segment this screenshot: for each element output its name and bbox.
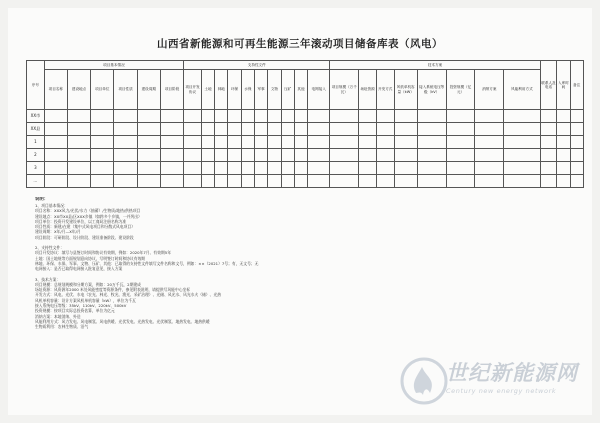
notes-line: 建设周期：X年/月—X年/月	[35, 229, 81, 235]
table-cell	[359, 123, 377, 136]
col-site-header: 场址资源	[359, 70, 377, 110]
row-label: …	[27, 175, 45, 188]
notes-line: 1、项目基本情况：	[35, 203, 68, 208]
table-cell	[308, 136, 330, 149]
table-cell	[114, 136, 137, 149]
table-cell	[417, 123, 446, 136]
notes-line: 建设地点：XX市XX县/区XXX乡镇（如跨多个乡镇，一并列出）	[35, 213, 142, 219]
table-cell	[215, 149, 228, 162]
table-cell	[268, 123, 281, 136]
table-cell	[137, 162, 160, 175]
seq-header: 序号	[27, 61, 45, 110]
table-cell	[475, 175, 504, 188]
notes-line: 风机单机容量：设计方案风机单机容量（kW），单位为千瓦	[35, 297, 136, 303]
table-cell	[570, 162, 583, 175]
table-cell	[254, 162, 267, 175]
table-cell	[294, 123, 307, 136]
table-cell	[241, 175, 254, 188]
table-cell	[557, 175, 570, 188]
col-name-header: 项目名称	[44, 70, 67, 110]
table-cell	[475, 149, 504, 162]
table-cell	[504, 123, 541, 136]
table-cell	[504, 175, 541, 188]
row-label: XX市	[27, 110, 45, 123]
table-cell	[67, 136, 90, 149]
watermark-en: Century new energy network	[446, 387, 557, 395]
table-cell	[540, 162, 557, 175]
table-cell	[137, 149, 160, 162]
table-cell	[215, 175, 228, 188]
table-cell	[215, 162, 228, 175]
col-contact-header: 联系人及电话	[540, 61, 557, 110]
table-cell	[201, 162, 214, 175]
table-cell	[281, 149, 294, 162]
group-basic-header: 项目基本情况	[44, 61, 183, 70]
col-storage-header: 风能利用方式	[504, 70, 541, 110]
table-cell	[446, 123, 475, 136]
table-cell	[228, 162, 241, 175]
table-cell	[281, 110, 294, 123]
table-cell	[184, 162, 202, 175]
table-cell	[394, 162, 417, 175]
table-cell	[281, 136, 294, 149]
table-cell	[330, 136, 359, 149]
table-cell	[241, 136, 254, 149]
table-cell	[570, 175, 583, 188]
table-cell	[557, 123, 570, 136]
table-cell	[44, 123, 67, 136]
group-support-header: 支持性文件	[184, 61, 330, 70]
table-cell	[330, 175, 359, 188]
table-cell	[215, 123, 228, 136]
row-label: 3	[27, 162, 45, 175]
notes-line: 开发方式：风电、光伏、水电（农光、林光、牧光、渔光、采矿治理）、光储、风光水、风光水火（储）、光热	[35, 292, 222, 298]
col-unit-header: 项目单位	[91, 70, 114, 110]
table-row	[27, 175, 584, 188]
table-cell	[359, 149, 377, 162]
table-cell	[308, 149, 330, 162]
table-cell	[44, 175, 67, 188]
table-cell	[215, 136, 228, 149]
table-cell	[201, 149, 214, 162]
table-cell	[241, 110, 254, 123]
table-cell	[330, 123, 359, 136]
table-cell	[504, 162, 541, 175]
col-location-header: 建设地点	[67, 70, 90, 110]
table-cell	[417, 162, 446, 175]
col-env-header: 环保	[228, 70, 241, 110]
table-cell	[294, 110, 307, 123]
project-table	[26, 60, 584, 188]
table-cell	[254, 123, 267, 136]
table-cell	[91, 110, 114, 123]
notes-line: 项目开发协议：填写与县签订时间和协议有效期，例如：2020年7月、有效期5年	[35, 250, 171, 256]
table-cell	[540, 136, 557, 149]
table-cell	[557, 149, 570, 162]
table-cell	[570, 110, 583, 123]
notes-line: 项目性质：新建/在建（集中式风电项目和分散式风电项目）	[35, 224, 135, 230]
table-cell	[184, 136, 202, 149]
table-cell	[308, 175, 330, 188]
table-cell	[294, 149, 307, 162]
table-cell	[376, 123, 394, 136]
col-water-header: 水保	[241, 70, 254, 110]
table-cell	[137, 136, 160, 149]
table-cell	[184, 175, 202, 188]
table-cell	[394, 123, 417, 136]
notes-line: 3、技术方案：	[35, 276, 61, 282]
table-row	[27, 136, 584, 149]
col-nature-header: 项目性质	[114, 70, 137, 110]
group-tech-header: 技术方案	[330, 61, 540, 70]
table-cell	[294, 136, 307, 149]
col-scale-header: 项目规模（万千瓦）	[330, 70, 359, 110]
table-cell	[160, 175, 183, 188]
table-cell	[540, 149, 557, 162]
notes-lines	[35, 203, 575, 330]
table-cell	[281, 175, 294, 188]
col-stage-header: 项目阶段	[160, 70, 183, 110]
col-forest-header: 林地	[215, 70, 228, 110]
table-row	[27, 162, 584, 175]
table-cell	[137, 123, 160, 136]
table-cell	[504, 136, 541, 149]
table-cell	[570, 149, 583, 162]
table-cell	[417, 175, 446, 188]
table-cell	[294, 162, 307, 175]
table-cell	[294, 175, 307, 188]
table-cell	[268, 162, 281, 175]
table-cell	[359, 162, 377, 175]
notes-section	[35, 197, 575, 330]
table-cell	[268, 110, 281, 123]
table-cell	[91, 136, 114, 149]
table-cell	[570, 123, 583, 136]
table-cell	[504, 110, 541, 123]
table-cell	[417, 149, 446, 162]
table-cell	[160, 136, 183, 149]
table-cell	[268, 175, 281, 188]
table-cell	[44, 136, 67, 149]
col-invest-header: 投资规模（亿元）	[446, 70, 475, 110]
table-cell	[228, 149, 241, 162]
table-cell	[330, 110, 359, 123]
table-cell	[446, 175, 475, 188]
table-cell	[557, 110, 570, 123]
col-cultural-header: 文物	[268, 70, 281, 110]
table-cell	[114, 149, 137, 162]
table-cell	[160, 110, 183, 123]
table-cell	[44, 149, 67, 162]
col-voltage-header: 接入系统电压等级（kV）	[417, 70, 446, 110]
table-cell	[446, 149, 475, 162]
table-cell	[504, 149, 541, 162]
table-cell	[228, 175, 241, 188]
table-cell	[67, 175, 90, 188]
table-cell	[201, 110, 214, 123]
table-cell	[184, 110, 202, 123]
table-cell	[67, 149, 90, 162]
table-cell	[241, 123, 254, 136]
table-cell	[446, 136, 475, 149]
table-cell	[475, 123, 504, 136]
table-cell	[44, 162, 67, 175]
notes-line: 生物质利用：农林生物质、沼气	[35, 324, 89, 330]
table-cell	[376, 149, 394, 162]
table-cell	[308, 110, 330, 123]
table-cell	[540, 110, 557, 123]
table-cell	[308, 123, 330, 136]
table-cell	[91, 149, 114, 162]
table-cell	[359, 110, 377, 123]
table-cell	[114, 110, 137, 123]
table-cell	[160, 149, 183, 162]
table-cell	[114, 175, 137, 188]
table-cell	[160, 123, 183, 136]
table-body	[27, 110, 584, 188]
table-cell	[359, 136, 377, 149]
notes-line: 风能利用方式：风力发电、风电制氢、风电供暖、光伏发电、光热发电、光伏制氢、地热发电、地热供暖	[35, 318, 210, 324]
notes-line: 消纳方案：本地消纳、外送	[35, 313, 81, 319]
table-cell	[201, 136, 214, 149]
table-cell	[376, 162, 394, 175]
col-dev-header: 项目开发协议	[184, 70, 202, 110]
table-cell	[446, 162, 475, 175]
table-cell	[394, 136, 417, 149]
table-cell	[241, 149, 254, 162]
table-cell	[475, 162, 504, 175]
table-cell	[330, 162, 359, 175]
notes-line: 项目阶段：可研阶段、设计阶段、建设准备阶段、建设阶段	[35, 234, 134, 240]
row-label: XX县	[27, 123, 45, 136]
notes-line: 电网接入：是否已取得电网接入批复意见，接入方案	[35, 266, 123, 272]
table-cell	[475, 136, 504, 149]
table-cell	[254, 149, 267, 162]
table-cell	[540, 175, 557, 188]
col-military-header: 军事	[254, 70, 267, 110]
table-cell	[268, 136, 281, 149]
table-row	[27, 110, 584, 123]
table-cell	[268, 149, 281, 162]
notes-heading: 说明：	[35, 197, 49, 202]
table-cell	[91, 162, 114, 175]
row-label: 2	[27, 149, 45, 162]
table-cell	[137, 110, 160, 123]
document-title: 山西省新能源和可再生能源三年滚动项目储备库表（风电）	[157, 38, 443, 50]
table-cell	[540, 123, 557, 136]
notes-line: 场址资源：风资源年2000 米处风能密度等资源条件，参见附表说明，请提供写风能中心坐标	[35, 287, 191, 293]
table-cell	[114, 162, 137, 175]
table-cell	[475, 110, 504, 123]
notes-line: 投资规模：按项目实际总投资估算，单位为亿元	[35, 308, 115, 314]
notes-line: 林地、环保、水保、军事、文物、压矿、其他：已取得的支持性文件填写文件名称和文号，例如：××（2021）7号；有，无文号；无	[35, 260, 259, 266]
table-cell	[114, 123, 137, 136]
table-cell	[417, 110, 446, 123]
table-cell	[201, 123, 214, 136]
col-grid-header: 电网接入	[308, 70, 330, 110]
table-cell	[44, 110, 67, 123]
table-cell	[570, 136, 583, 149]
table-cell	[254, 175, 267, 188]
notes-line: 项目名称：XXX风力/光伏/水力（抽蓄）/生物质/地热/供热项目	[35, 208, 141, 214]
table-cell	[137, 175, 160, 188]
table-row	[27, 123, 584, 136]
table-cell	[376, 110, 394, 123]
notes-line: 项目规模：总规划规模和分期方案，例如：20万千瓦，2期建成	[35, 281, 141, 287]
table-cell	[557, 136, 570, 149]
table-row	[27, 149, 584, 162]
table-cell	[417, 136, 446, 149]
table-cell	[394, 149, 417, 162]
table-cell	[308, 162, 330, 175]
table-cell	[254, 110, 267, 123]
notes-line: 项目单位：投资开发建设单位，以工商局注册名称为准	[35, 218, 127, 224]
col-heat-header: 开发方式	[376, 70, 394, 110]
row-label: 1	[27, 136, 45, 149]
table-cell	[228, 123, 241, 136]
table-cell	[67, 123, 90, 136]
table-cell	[67, 110, 90, 123]
col-time-header: 入库时间	[557, 61, 570, 110]
table-cell	[281, 123, 294, 136]
table-cell	[160, 162, 183, 175]
table-cell	[394, 175, 417, 188]
col-mine-header: 压矿	[281, 70, 294, 110]
table-cell	[215, 110, 228, 123]
table-cell	[281, 162, 294, 175]
col-land-header: 土地	[201, 70, 214, 110]
watermark-logo-icon	[396, 353, 452, 409]
table-cell	[446, 110, 475, 123]
watermark	[396, 353, 586, 409]
table-cell	[376, 175, 394, 188]
col-period-header: 建设周期	[137, 70, 160, 110]
table-cell	[394, 110, 417, 123]
table-cell	[241, 162, 254, 175]
table-cell	[184, 149, 202, 162]
table-cell	[184, 123, 202, 136]
col-turbine-header: 风机单机容量（kW）	[394, 70, 417, 110]
col-remark-header: 备注	[570, 61, 583, 110]
table-cell	[557, 162, 570, 175]
table-cell	[376, 136, 394, 149]
table-cell	[228, 110, 241, 123]
watermark-cn: 世纪新能源网	[446, 361, 578, 385]
table-cell	[359, 175, 377, 188]
table-cell	[228, 136, 241, 149]
table-cell	[330, 149, 359, 162]
table-cell	[91, 175, 114, 188]
table-cell	[254, 136, 267, 149]
col-bid-header: 消纳方案	[475, 70, 504, 110]
table-cell	[67, 162, 90, 175]
col-other-header: 其他	[294, 70, 307, 110]
notes-line: 土地：国土地规等方面规划意向协议，写明签订时间和协议有效期	[35, 255, 146, 261]
notes-line: 接入系统电压等级：35kV、110kV、220kV、500kV	[35, 303, 127, 309]
notes-line: 2、支持性文件：	[35, 245, 64, 251]
table-cell	[201, 175, 214, 188]
table-cell	[91, 123, 114, 136]
